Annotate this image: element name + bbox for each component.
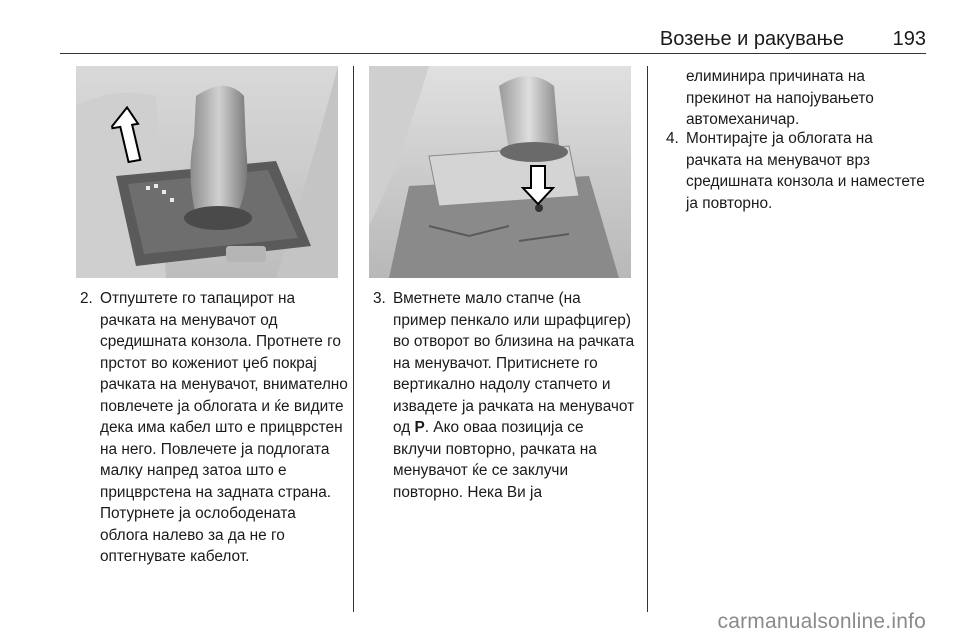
step-text: Монтирајте ја облогата на рачката на менувачот врз средишната конзола и наместете ја повторно. xyxy=(686,130,925,212)
gear-cover-illustration xyxy=(369,66,631,278)
step-text-part: Вметнете мало стапче (на пример пенкало или шрафцигер) во отворот во близина на рачката на менувачот. Притиснете го вертикално надолу стапчето и извадете ја рачката на менувачот од xyxy=(393,290,635,436)
step-3 xyxy=(373,288,635,503)
step-2 xyxy=(80,288,348,568)
step-number: 3. xyxy=(373,290,386,307)
step-text: елиминира причината на прекинот на напојувањето автомеханичар. xyxy=(686,68,874,128)
step-number: 2. xyxy=(80,290,93,307)
header-rule xyxy=(60,53,926,54)
page-header xyxy=(60,26,926,50)
step-text: Отпуштете го тапацирот на рачката на менувачот од средишната конзола. Протнете го прстот во кожениот џеб покрај рачката на менувачот, внимателно повлечете ја облогата и ќе видите дека има кабел што е прицврстен на него. Повлечете ја подлогата малку напред затоа што е прицврстена на задната страна. Потурнете ја ослободената облога налево за да не го оптегнувате кабелот. xyxy=(100,290,348,565)
figure-gear-lever-cover xyxy=(369,66,631,278)
step-text-part: . Ако оваа позиција се вклучи повторно, рачката на менувачот ќе се заклучи повторно. Нека Ви ја xyxy=(393,419,597,501)
step-4 xyxy=(666,128,926,214)
figure-gear-lever-left xyxy=(76,66,338,278)
column-divider-2 xyxy=(647,66,648,612)
watermark: carmanualsonline.info xyxy=(717,610,926,633)
step-3-continued xyxy=(666,66,926,131)
step-text xyxy=(393,288,635,503)
gear-lever-illustration xyxy=(76,66,338,278)
step-number: 4. xyxy=(666,130,679,147)
gear-position-label: P xyxy=(414,419,425,436)
page-number: 193 xyxy=(892,28,926,50)
section-title: Возење и ракување xyxy=(659,28,844,50)
column-divider-1 xyxy=(353,66,354,612)
